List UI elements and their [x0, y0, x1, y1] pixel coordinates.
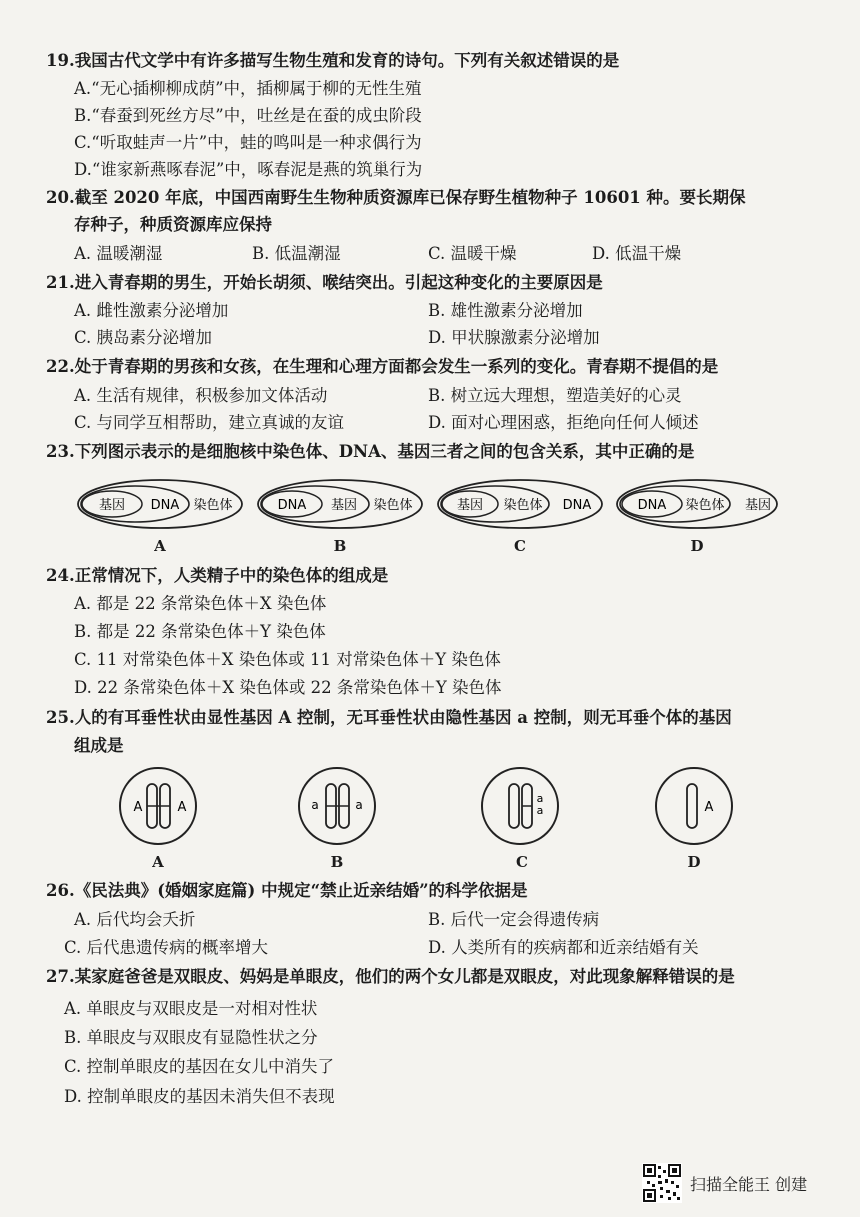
diagram-d-outer-text: 基因 — [744, 498, 772, 513]
question-22-option-c: C. 与同学互相帮助，建立真诚的友谊 — [74, 413, 345, 432]
question-27-option-b: B. 单眼皮与双眼皮有显隐性状之分 — [64, 1028, 318, 1047]
question-20-option-c: C. 温暖干燥 — [428, 244, 517, 263]
question-24-option-a: A. 都是 22 条常染色体＋X 染色体 — [74, 594, 327, 613]
question-19-option-d: D.“谁家新燕啄春泥”中，啄春泥是燕的筑巢行为 — [74, 160, 423, 179]
question-21-option-d: D. 甲状腺激素分泌增加 — [428, 328, 600, 347]
cell-b-left-gene: a — [311, 798, 319, 812]
cell-b-right-gene: a — [355, 798, 363, 812]
question-21-option-c: C. 胰岛素分泌增加 — [74, 328, 213, 347]
question-19-option-b: B.“春蚕到死丝方尽”中，吐丝是在蚕的成虫阶段 — [74, 106, 422, 125]
nested-ellipse-diagrams — [0, 474, 860, 534]
question-27-option-a: A. 单眼皮与双眼皮是一对相对性状 — [64, 999, 318, 1018]
question-21-option-b: B. 雄性激素分泌增加 — [428, 301, 583, 320]
cell-c — [482, 768, 558, 844]
diagram-b-inner-text: DNA — [277, 498, 307, 513]
cell-c-right-bottom-gene: a — [536, 804, 544, 817]
cell-chromosome-diagrams — [0, 762, 860, 852]
question-21-stem: 21.进入青春期的男生，开始长胡须、喉结突出。引起这种变化的主要原因是 — [46, 273, 603, 292]
cell-a — [120, 768, 196, 844]
question-22-option-d: D. 面对心理困惑，拒绝向任何人倾述 — [428, 413, 699, 432]
question-26-option-c: C. 后代患遗传病的概率增大 — [64, 938, 269, 957]
question-27-option-d: D. 控制单眼皮的基因未消失但不表现 — [64, 1087, 335, 1106]
question-20-option-d: D. 低温干燥 — [592, 244, 682, 263]
scanner-watermark — [642, 1163, 807, 1203]
diagram-c-middle-text: 染色体 — [503, 498, 543, 513]
diagram-a — [78, 480, 242, 528]
question-24-option-d: D. 22 条常染色体＋X 染色体或 22 条常染色体＋Y 染色体 — [74, 678, 502, 697]
diagram-b-outer-text: 染色体 — [373, 498, 413, 513]
question-19-stem: 19.我国古代文学中有许多描写生物生殖和发育的诗句。下列有关叙述错误的是 — [46, 51, 620, 70]
cell-c-label: C — [516, 853, 528, 871]
question-24-option-b: B. 都是 22 条常染色体＋Y 染色体 — [74, 622, 326, 641]
question-26-stem: 26.《民法典》(婚姻家庭篇) 中规定“禁止近亲结婚”的科学依据是 — [46, 881, 528, 900]
cell-b-label: B — [330, 853, 344, 871]
question-24-option-c: C. 11 对常染色体＋X 染色体或 11 对常染色体＋Y 染色体 — [74, 650, 501, 669]
diagram-a-middle-text: DNA — [150, 498, 180, 513]
diagram-a-inner-text: 基因 — [98, 498, 126, 513]
question-22-option-a: A. 生活有规律，积极参加文体活动 — [74, 386, 328, 405]
diagram-c-inner-text: 基因 — [456, 498, 484, 513]
question-24-stem: 24.正常情况下，人类精子中的染色体的组成是 — [46, 566, 389, 585]
diagram-d-label: D — [690, 537, 704, 555]
question-25-stem: 25.人的有耳垂性状由显性基因 A 控制，无耳垂性状由隐性基因 a 控制，则无耳垂个体的基因 — [46, 708, 732, 727]
diagram-c-label: C — [514, 537, 526, 555]
question-19-option-c: C.“听取蛙声一片”中，蛙的鸣叫是一种求偶行为 — [74, 133, 422, 152]
cell-d-label: D — [687, 853, 701, 871]
diagram-d-inner-text: DNA — [637, 498, 667, 513]
question-20-option-b: B. 低温潮湿 — [252, 244, 341, 263]
cell-d — [656, 768, 732, 844]
diagram-b-middle-text: 基因 — [330, 498, 358, 513]
diagram-b — [258, 480, 422, 528]
diagram-c — [438, 480, 602, 528]
scanner-watermark-text: 扫描全能王 创建 — [690, 1174, 808, 1194]
question-20-stem-continued: 存种子，种质资源库应保持 — [74, 215, 272, 234]
cell-a-label: A — [152, 853, 164, 871]
diagram-b-label: B — [333, 537, 347, 555]
diagram-a-outer-text: 染色体 — [193, 498, 233, 513]
question-25-stem-continued: 组成是 — [74, 736, 124, 755]
question-22-option-b: B. 树立远大理想，塑造美好的心灵 — [428, 386, 682, 405]
question-27-option-c: C. 控制单眼皮的基因在女儿中消失了 — [64, 1057, 335, 1076]
question-23-stem: 23.下列图示表示的是细胞核中染色体、DNA、基因三者之间的包含关系，其中正确的是 — [46, 442, 695, 461]
diagram-a-label: A — [154, 537, 166, 555]
question-22-stem: 22.处于青春期的男孩和女孩，在生理和心理方面都会发生一系列的变化。青春期不提倡的是 — [46, 357, 719, 376]
cell-d-right-gene: A — [704, 800, 714, 815]
question-26-option-a: A. 后代均会夭折 — [74, 910, 196, 929]
cell-c-right-top-gene: a — [536, 792, 544, 805]
cell-b — [299, 768, 375, 844]
diagram-c-outer-text: DNA — [562, 498, 592, 513]
qr-code-icon — [642, 1163, 682, 1203]
diagram-d — [617, 480, 777, 528]
question-21-option-a: A. 雌性激素分泌增加 — [74, 301, 229, 320]
question-20-stem: 20.截至 2020 年底，中国西南野生生物种质资源库已保存野生植物种子 10601 种。要长期保 — [46, 188, 746, 207]
question-26-option-b: B. 后代一定会得遗传病 — [428, 910, 600, 929]
diagram-d-middle-text: 染色体 — [685, 498, 725, 513]
question-19-option-a: A.“无心插柳柳成荫”中，插柳属于柳的无性生殖 — [74, 79, 422, 98]
question-20-option-a: A. 温暖潮湿 — [74, 244, 163, 263]
question-26-option-d: D. 人类所有的疾病都和近亲结婚有关 — [428, 938, 699, 957]
question-27-stem: 27.某家庭爸爸是双眼皮、妈妈是单眼皮，他们的两个女儿都是双眼皮，对此现象解释错误的是 — [46, 967, 735, 986]
cell-a-left-gene: A — [133, 800, 143, 815]
cell-a-right-gene: A — [177, 800, 187, 815]
